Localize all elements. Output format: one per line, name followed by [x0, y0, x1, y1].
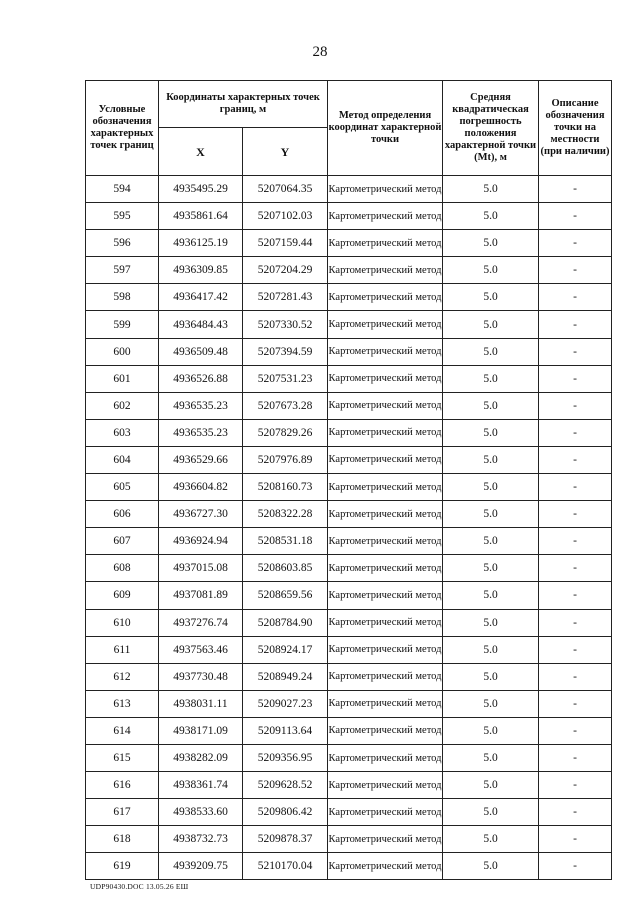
cell-point-number: 618: [86, 826, 159, 853]
table-row: [86, 663, 612, 690]
cell-method: Картометрический метод: [328, 799, 443, 826]
cell-description: -: [539, 474, 612, 501]
cell-point-number: 596: [86, 230, 159, 257]
cell-error: 5.0: [443, 744, 539, 771]
cell-y: 5208160.73: [243, 474, 328, 501]
cell-point-number: 619: [86, 853, 159, 880]
cell-method: Картометрический метод: [328, 176, 443, 203]
cell-x: 4938533.60: [159, 799, 243, 826]
cell-description: -: [539, 663, 612, 690]
cell-error: 5.0: [443, 555, 539, 582]
cell-y: 5210170.04: [243, 853, 328, 880]
cell-method: Картометрический метод: [328, 772, 443, 799]
cell-x: 4936727.30: [159, 501, 243, 528]
cell-method: Картометрический метод: [328, 203, 443, 230]
cell-error: 5.0: [443, 419, 539, 446]
cell-description: -: [539, 690, 612, 717]
table-row: [86, 582, 612, 609]
cell-error: 5.0: [443, 203, 539, 230]
cell-point-number: 601: [86, 365, 159, 392]
cell-x: 4936526.88: [159, 365, 243, 392]
cell-point-number: 610: [86, 609, 159, 636]
cell-method: Картометрический метод: [328, 663, 443, 690]
cell-error: 5.0: [443, 446, 539, 473]
cell-error: 5.0: [443, 717, 539, 744]
cell-error: 5.0: [443, 582, 539, 609]
header-description: Описание обозначения точки на местности (при наличии): [539, 81, 612, 176]
cell-x: 4935495.29: [159, 176, 243, 203]
cell-y: 5209113.64: [243, 717, 328, 744]
cell-point-number: 595: [86, 203, 159, 230]
table-row: [86, 230, 612, 257]
table-row: [86, 744, 612, 771]
table-row: [86, 826, 612, 853]
cell-y: 5209628.52: [243, 772, 328, 799]
cell-x: 4936604.82: [159, 474, 243, 501]
cell-method: Картометрический метод: [328, 419, 443, 446]
cell-error: 5.0: [443, 392, 539, 419]
cell-error: 5.0: [443, 257, 539, 284]
cell-method: Картометрический метод: [328, 446, 443, 473]
table-header: [86, 81, 612, 176]
cell-point-number: 604: [86, 446, 159, 473]
cell-error: 5.0: [443, 365, 539, 392]
cell-point-number: 605: [86, 474, 159, 501]
cell-method: Картометрический метод: [328, 365, 443, 392]
table-row: [86, 555, 612, 582]
cell-description: -: [539, 203, 612, 230]
table-row: [86, 853, 612, 880]
cell-x: 4936924.94: [159, 528, 243, 555]
cell-description: -: [539, 744, 612, 771]
cell-method: Картометрический метод: [328, 555, 443, 582]
cell-description: -: [539, 446, 612, 473]
header-x: X: [159, 128, 243, 176]
cell-point-number: 598: [86, 284, 159, 311]
cell-description: -: [539, 230, 612, 257]
cell-point-number: 594: [86, 176, 159, 203]
cell-error: 5.0: [443, 474, 539, 501]
cell-point-number: 616: [86, 772, 159, 799]
cell-error: 5.0: [443, 311, 539, 338]
cell-y: 5208603.85: [243, 555, 328, 582]
cell-method: Картометрический метод: [328, 690, 443, 717]
cell-x: 4938031.11: [159, 690, 243, 717]
cell-method: Картометрический метод: [328, 582, 443, 609]
cell-y: 5207673.28: [243, 392, 328, 419]
cell-y: 5207204.29: [243, 257, 328, 284]
cell-point-number: 599: [86, 311, 159, 338]
cell-method: Картометрический метод: [328, 528, 443, 555]
cell-method: Картометрический метод: [328, 230, 443, 257]
cell-x: 4937276.74: [159, 609, 243, 636]
cell-point-number: 606: [86, 501, 159, 528]
cell-description: -: [539, 582, 612, 609]
cell-method: Картометрический метод: [328, 744, 443, 771]
cell-description: -: [539, 311, 612, 338]
cell-error: 5.0: [443, 853, 539, 880]
cell-x: 4935861.64: [159, 203, 243, 230]
table-row: [86, 392, 612, 419]
cell-y: 5207102.03: [243, 203, 328, 230]
cell-description: -: [539, 799, 612, 826]
header-method: Метод определения координат характерной точки: [328, 81, 443, 176]
cell-method: Картометрический метод: [328, 474, 443, 501]
table-row: [86, 690, 612, 717]
cell-y: 5209878.37: [243, 826, 328, 853]
cell-y: 5208784.90: [243, 609, 328, 636]
cell-x: 4936484.43: [159, 311, 243, 338]
cell-error: 5.0: [443, 609, 539, 636]
cell-description: -: [539, 365, 612, 392]
header-point-label: Условные обозначения характерных точек границ: [86, 81, 159, 176]
cell-y: 5208924.17: [243, 636, 328, 663]
cell-error: 5.0: [443, 772, 539, 799]
cell-error: 5.0: [443, 799, 539, 826]
cell-description: -: [539, 257, 612, 284]
cell-error: 5.0: [443, 284, 539, 311]
cell-method: Картометрический метод: [328, 609, 443, 636]
cell-description: -: [539, 717, 612, 744]
cell-method: Картометрический метод: [328, 392, 443, 419]
cell-x: 4936417.42: [159, 284, 243, 311]
cell-y: 5207281.43: [243, 284, 328, 311]
cell-point-number: 615: [86, 744, 159, 771]
cell-method: Картометрический метод: [328, 284, 443, 311]
table-row: [86, 501, 612, 528]
cell-y: 5208659.56: [243, 582, 328, 609]
cell-method: Картометрический метод: [328, 257, 443, 284]
cell-description: -: [539, 528, 612, 555]
table-row: [86, 419, 612, 446]
cell-x: 4936309.85: [159, 257, 243, 284]
cell-x: 4938732.73: [159, 826, 243, 853]
cell-method: Картометрический метод: [328, 338, 443, 365]
header-coordinates: Координаты характерных точек границ, м: [159, 81, 328, 128]
cell-x: 4938361.74: [159, 772, 243, 799]
table-row: [86, 772, 612, 799]
cell-description: -: [539, 501, 612, 528]
table-row: [86, 528, 612, 555]
cell-x: 4938282.09: [159, 744, 243, 771]
cell-method: Картометрический метод: [328, 853, 443, 880]
table-row: [86, 311, 612, 338]
table-row: [86, 446, 612, 473]
cell-error: 5.0: [443, 501, 539, 528]
cell-y: 5209806.42: [243, 799, 328, 826]
cell-method: Картометрический метод: [328, 501, 443, 528]
cell-y: 5207829.26: [243, 419, 328, 446]
cell-description: -: [539, 609, 612, 636]
cell-description: -: [539, 826, 612, 853]
cell-error: 5.0: [443, 528, 539, 555]
cell-description: -: [539, 772, 612, 799]
cell-point-number: 597: [86, 257, 159, 284]
cell-description: -: [539, 853, 612, 880]
table-row: [86, 338, 612, 365]
cell-point-number: 608: [86, 555, 159, 582]
cell-description: -: [539, 284, 612, 311]
cell-point-number: 617: [86, 799, 159, 826]
cell-point-number: 614: [86, 717, 159, 744]
table-row: [86, 203, 612, 230]
cell-x: 4936125.19: [159, 230, 243, 257]
cell-x: 4938171.09: [159, 717, 243, 744]
cell-x: 4937081.89: [159, 582, 243, 609]
cell-y: 5208322.28: [243, 501, 328, 528]
cell-y: 5207976.89: [243, 446, 328, 473]
cell-y: 5208949.24: [243, 663, 328, 690]
cell-error: 5.0: [443, 338, 539, 365]
cell-error: 5.0: [443, 826, 539, 853]
cell-method: Картометрический метод: [328, 311, 443, 338]
cell-y: 5209356.95: [243, 744, 328, 771]
cell-y: 5209027.23: [243, 690, 328, 717]
table-row: [86, 609, 612, 636]
cell-point-number: 602: [86, 392, 159, 419]
table-row: [86, 799, 612, 826]
cell-y: 5207064.35: [243, 176, 328, 203]
cell-error: 5.0: [443, 663, 539, 690]
cell-y: 5207330.52: [243, 311, 328, 338]
cell-point-number: 603: [86, 419, 159, 446]
cell-x: 4937730.48: [159, 663, 243, 690]
cell-error: 5.0: [443, 636, 539, 663]
cell-description: -: [539, 176, 612, 203]
table-row: [86, 474, 612, 501]
table-row: [86, 717, 612, 744]
boundary-points-table: [85, 80, 612, 880]
cell-point-number: 613: [86, 690, 159, 717]
cell-y: 5207159.44: [243, 230, 328, 257]
cell-description: -: [539, 555, 612, 582]
cell-x: 4937015.08: [159, 555, 243, 582]
document-footer: UDP90430.DOC 13.05.26 ЕШ: [90, 882, 189, 891]
cell-x: 4936535.23: [159, 392, 243, 419]
cell-x: 4936509.48: [159, 338, 243, 365]
cell-error: 5.0: [443, 176, 539, 203]
cell-point-number: 612: [86, 663, 159, 690]
cell-y: 5208531.18: [243, 528, 328, 555]
cell-y: 5207531.23: [243, 365, 328, 392]
cell-method: Картометрический метод: [328, 636, 443, 663]
cell-description: -: [539, 392, 612, 419]
table-row: [86, 636, 612, 663]
header-y: Y: [243, 128, 328, 176]
cell-point-number: 611: [86, 636, 159, 663]
table-row: [86, 176, 612, 203]
cell-description: -: [539, 419, 612, 446]
cell-point-number: 600: [86, 338, 159, 365]
cell-point-number: 609: [86, 582, 159, 609]
table-row: [86, 365, 612, 392]
cell-x: 4937563.46: [159, 636, 243, 663]
table-row: [86, 284, 612, 311]
cell-description: -: [539, 636, 612, 663]
cell-y: 5207394.59: [243, 338, 328, 365]
cell-description: -: [539, 338, 612, 365]
table-body: [86, 176, 612, 880]
cell-x: 4936529.66: [159, 446, 243, 473]
page-number: 28: [312, 44, 328, 60]
table-row: [86, 257, 612, 284]
header-error: Средняя квадратическая погрешность положения характерной точки (Mt), м: [443, 81, 539, 176]
cell-method: Картометрический метод: [328, 826, 443, 853]
cell-error: 5.0: [443, 690, 539, 717]
cell-method: Картометрический метод: [328, 717, 443, 744]
cell-x: 4936535.23: [159, 419, 243, 446]
cell-x: 4939209.75: [159, 853, 243, 880]
cell-error: 5.0: [443, 230, 539, 257]
cell-point-number: 607: [86, 528, 159, 555]
